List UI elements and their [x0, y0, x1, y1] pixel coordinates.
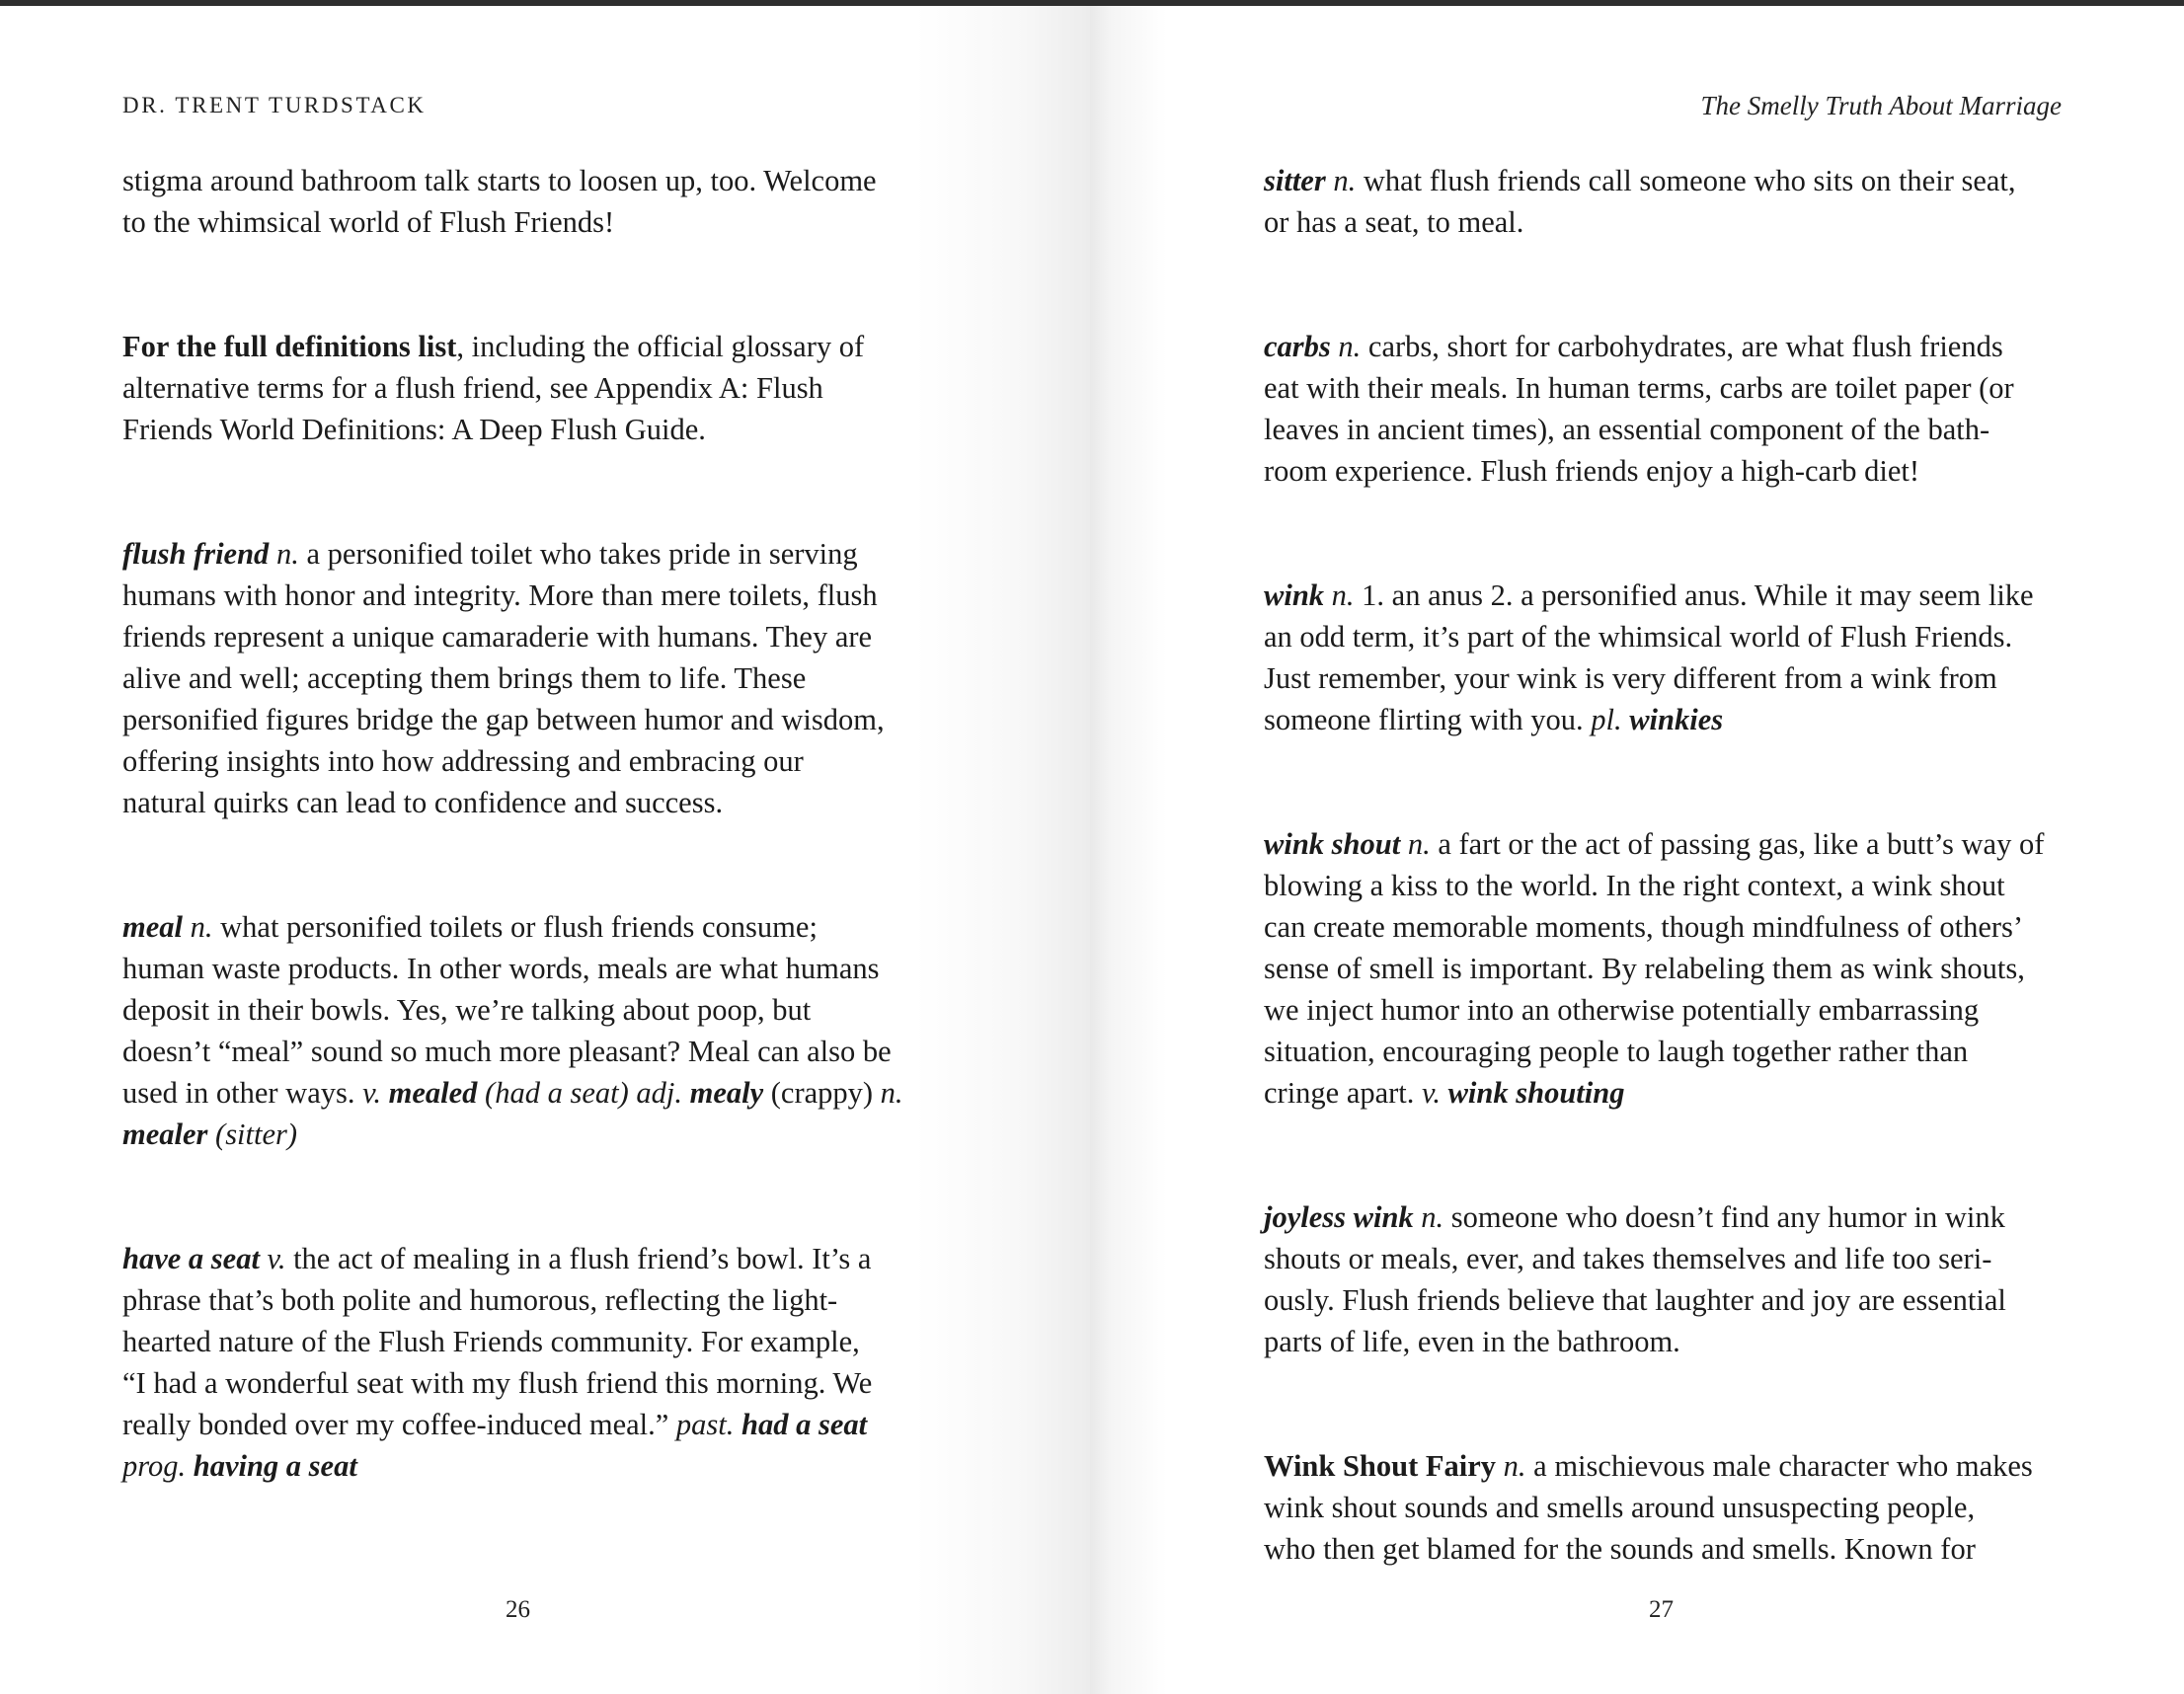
page-number-right: 27 [1649, 1596, 1674, 1623]
running-head-title: The Smelly Truth About Marriage [1700, 91, 2062, 120]
text-line [1264, 575, 2073, 616]
bold-lead-phrase: For the full definitions list [122, 330, 457, 363]
part-of-speech: v. [259, 1242, 286, 1275]
text-line: natural quirks can lead to confidence and success. [122, 786, 724, 819]
definition-wink-shout [1264, 823, 2073, 1114]
text-line [1264, 326, 2073, 367]
definition-wink-shout-fairy [1264, 1445, 2073, 1570]
definition-carbs [1264, 326, 2073, 492]
part-of-speech: n. [1325, 164, 1357, 197]
variant-term: winkies [1621, 703, 1724, 736]
text-run: what flush friends call someone who sits on their seat, [1356, 164, 2016, 197]
text-line: an odd term, it’s part of the whimsical world of Flush Friends. [1264, 620, 2013, 654]
text-run: carbs, short for carbohydrates, are what flush friends [1361, 330, 2003, 363]
right-text-block [1264, 160, 2073, 1653]
text-line [1264, 160, 2073, 201]
text-run: someone flirting with you. [1264, 703, 1592, 736]
text-line: alternative terms for a flush friend, see Appendix A: Flush [122, 371, 823, 405]
text-line: humans with honor and integrity. More than mere toilets, flush [122, 578, 878, 612]
left-page [0, 6, 1090, 1694]
part-of-speech: past. [675, 1408, 735, 1441]
text-line [122, 1072, 932, 1114]
page-number-left: 26 [506, 1596, 530, 1623]
text-line: room experience. Flush friends enjoy a high-carb diet! [1264, 454, 1920, 488]
right-page [1090, 6, 2184, 1694]
part-of-speech: n. [880, 1076, 903, 1110]
text-line: eat with their meals. In human terms, carbs are toilet paper (or [1264, 371, 2014, 405]
definition-joyless-wink [1264, 1196, 2073, 1362]
definition-have-a-seat [122, 1238, 932, 1487]
part-of-speech: n. [1400, 827, 1431, 861]
definition-term: flush friend [122, 537, 270, 571]
text-run: the act of mealing in a flush friend’s bowl. It’s a [285, 1242, 872, 1275]
paragraph-intro-continuation [122, 160, 932, 243]
part-of-speech: pl. [1591, 703, 1622, 736]
text-line: sense of smell is important. By relabeling them as wink shouts, [1264, 952, 2025, 985]
paragraph-definitions-note [122, 326, 932, 450]
text-line: leaves in ancient times), an essential component of the bath- [1264, 413, 1990, 446]
variant-term: had a seat [734, 1408, 868, 1441]
text-line [1264, 1072, 2073, 1114]
definition-term: carbs [1264, 330, 1331, 363]
text-run: (crappy) [763, 1076, 881, 1110]
definition-sitter [1264, 160, 2073, 243]
definition-term: wink [1264, 578, 1325, 612]
text-run: a personified toilet who takes pride in serving [298, 537, 858, 571]
text-line [122, 1404, 932, 1445]
running-head-author: DR. TRENT TURDSTACK [122, 93, 427, 117]
definition-meal [122, 906, 932, 1155]
text-line: offering insights into how addressing and embracing our [122, 744, 804, 778]
text-line [122, 1114, 932, 1155]
definition-term: wink shout [1264, 827, 1401, 861]
definition-flush-friend [122, 533, 932, 823]
text-line: ously. Flush friends believe that laughter and joy are essential [1264, 1283, 2006, 1317]
text-line: blowing a kiss to the world. In the right context, a wink shout [1264, 869, 2005, 902]
text-run: a mischievous male character who makes [1525, 1449, 2033, 1483]
text-run: what personified toilets or flush friends consume; [212, 910, 818, 944]
part-of-speech: v. [362, 1076, 382, 1110]
definition-term: meal [122, 910, 183, 944]
text-line: or has a seat, to meal. [1264, 205, 1524, 239]
text-line: wink shout sounds and smells around unsuspecting people, [1264, 1491, 1976, 1524]
part-of-speech: prog. [122, 1449, 187, 1483]
text-line: stigma around bathroom talk starts to loosen up, too. Welcome [122, 164, 877, 197]
text-run: really bonded over my coffee-induced meal.” [122, 1408, 676, 1441]
definition-term: have a seat [122, 1242, 260, 1275]
text-run: , including the official glossary of [456, 330, 865, 363]
text-line: human waste products. In other words, meals are what humans [122, 952, 880, 985]
text-line: we inject humor into an otherwise potentially embarrassing [1264, 993, 1980, 1027]
definition-wink [1264, 575, 2073, 740]
text-line: “I had a wonderful seat with my flush friend this morning. We [122, 1366, 873, 1400]
part-of-speech: n. [1413, 1200, 1444, 1234]
definition-term: joyless wink [1264, 1200, 1414, 1234]
variant-gloss: (sitter) [207, 1117, 298, 1151]
text-line: situation, encouraging people to laugh together rather than [1264, 1035, 1969, 1068]
text-line: alive and well; accepting them brings them to life. These [122, 661, 807, 695]
text-line [122, 326, 932, 367]
text-line [1264, 1196, 2073, 1238]
text-line: friends represent a unique camaraderie with humans. They are [122, 620, 873, 654]
text-line: who then get blamed for the sounds and smells. Known for [1264, 1532, 1976, 1566]
definition-term: sitter [1264, 164, 1326, 197]
variant-term: wink shouting [1440, 1076, 1625, 1110]
text-line: parts of life, even in the bathroom. [1264, 1325, 1680, 1358]
definition-term: Wink Shout Fairy [1264, 1449, 1497, 1483]
text-line: shouts or meals, ever, and takes themselves and life too seri- [1264, 1242, 1992, 1275]
text-line: phrase that’s both polite and humorous, reflecting the light- [122, 1283, 838, 1317]
left-text-block [122, 160, 932, 1570]
book-spread [0, 6, 2184, 1694]
text-line: Friends World Definitions: A Deep Flush Guide. [122, 413, 706, 446]
text-line: doesn’t “meal” sound so much more pleasant? Meal can also be [122, 1035, 892, 1068]
variant-term: mealer [122, 1117, 208, 1151]
variant-term: mealy [681, 1076, 764, 1110]
part-of-speech: n. [1324, 578, 1355, 612]
text-run: 1. an anus 2. a personified anus. While it may seem like [1354, 578, 2034, 612]
text-run: someone who doesn’t find any humor in wink [1443, 1200, 2005, 1234]
text-line [1264, 823, 2073, 865]
text-line [122, 533, 932, 575]
variant-term: mealed [381, 1076, 478, 1110]
text-line: personified figures bridge the gap between humor and wisdom, [122, 703, 885, 736]
variant-gloss: (had a seat) adj. [477, 1076, 682, 1110]
text-line: to the whimsical world of Flush Friends! [122, 205, 615, 239]
text-line [122, 906, 932, 948]
text-run: a fart or the act of passing gas, like a butt’s way of [1430, 827, 2045, 861]
text-line [122, 1238, 932, 1279]
text-line: hearted nature of the Flush Friends community. For example, [122, 1325, 860, 1358]
part-of-speech: n. [269, 537, 299, 571]
part-of-speech: n. [1496, 1449, 1526, 1483]
text-line: Just remember, your wink is very different from a wink from [1264, 661, 1997, 695]
text-line [1264, 1445, 2073, 1487]
text-run: used in other ways. [122, 1076, 363, 1110]
part-of-speech: n. [183, 910, 213, 944]
text-run: cringe apart. [1264, 1076, 1423, 1110]
part-of-speech: n. [1330, 330, 1362, 363]
text-line: can create memorable moments, though mindfulness of others’ [1264, 910, 2024, 944]
variant-term: having a seat [186, 1449, 357, 1483]
part-of-speech: v. [1422, 1076, 1441, 1110]
text-line [1264, 699, 2073, 740]
text-line: deposit in their bowls. Yes, we’re talking about poop, but [122, 993, 812, 1027]
text-line [122, 1445, 932, 1487]
